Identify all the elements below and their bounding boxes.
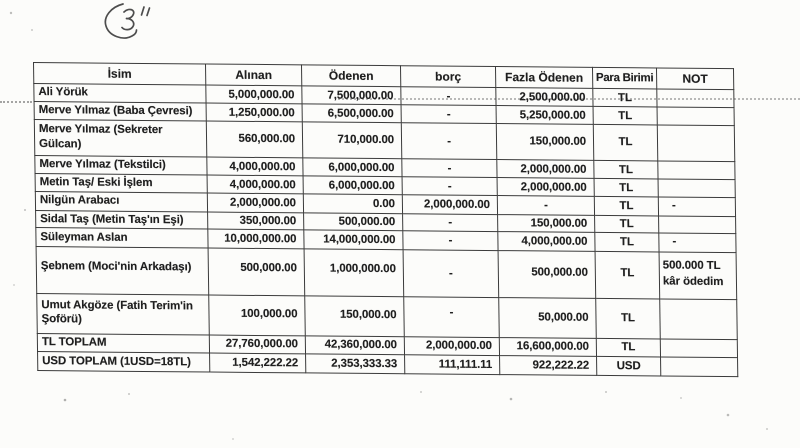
cell-not xyxy=(659,215,736,234)
cell-isim: Merve Yılmaz (Sekreter Gülcan) xyxy=(34,120,206,158)
cell-para_birimi: TL xyxy=(593,88,657,107)
digit-3-stroke xyxy=(122,9,134,29)
cell-para_birimi: TL xyxy=(596,338,660,357)
cell-alinan: 1,542,222.22 xyxy=(210,353,306,373)
cell-borc: - xyxy=(403,231,498,250)
cell-not xyxy=(658,161,735,180)
cell-para_birimi: TL xyxy=(593,124,658,161)
cell-not xyxy=(657,107,734,126)
cell-isim: USD TOPLAM (1USD=18TL) xyxy=(38,352,210,373)
cell-para_birimi: TL xyxy=(595,251,660,299)
column-header-alinan: Alınan xyxy=(206,64,302,86)
cell-not: - xyxy=(658,197,735,216)
cell-fazla_odenen: 4,000,000.00 xyxy=(498,232,595,251)
cell-isim: TL TOPLAM xyxy=(37,334,209,354)
cell-not xyxy=(657,89,734,108)
cell-not xyxy=(661,357,738,377)
cell-isim: Sidal Taş (Metin Taş'ın Eşi) xyxy=(36,210,208,229)
cell-borc: 2,000,000.00 xyxy=(404,337,499,356)
cell-borc: 2,000,000.00 xyxy=(402,195,497,214)
cell-isim: Merve Yılmaz (Tekstilci) xyxy=(35,156,207,176)
cell-isim: Merve Yılmaz (Baba Çevresi) xyxy=(34,102,206,122)
cell-para_birimi: TL xyxy=(595,233,659,252)
cell-odenen: 710,000.00 xyxy=(302,122,401,159)
cell-odenen: 6,000,000.00 xyxy=(303,158,402,177)
table-body xyxy=(34,84,738,377)
cell-alinan: 350,000.00 xyxy=(208,212,304,231)
handwritten-circled-3-mark xyxy=(98,0,160,44)
cell-alinan: 4,000,000.00 xyxy=(207,157,303,176)
cell-not xyxy=(658,179,735,198)
cell-borc: - xyxy=(403,250,499,298)
cell-odenen: 150,000.00 xyxy=(305,296,405,337)
cell-borc: - xyxy=(401,105,496,124)
cell-isim: Ali Yörük xyxy=(34,84,206,104)
cell-odenen: 7,500,000.00 xyxy=(302,86,401,105)
column-header-fazla_odenen: Fazla Ödenen xyxy=(495,67,592,89)
cell-fazla_odenen: 2,000,000.00 xyxy=(497,160,594,179)
scan-noise-specks xyxy=(0,0,2,2)
table-row xyxy=(37,294,738,340)
cell-fazla_odenen: 150,000.00 xyxy=(498,214,595,233)
cell-fazla_odenen: 50,000.00 xyxy=(499,298,597,339)
cell-alinan: 100,000.00 xyxy=(209,295,306,336)
cell-odenen: 6,000,000.00 xyxy=(303,176,402,195)
cell-odenen: 14,000,000.00 xyxy=(304,230,403,249)
cell-para_birimi: TL xyxy=(594,196,658,215)
cell-not xyxy=(660,299,738,340)
column-header-isim: İsim xyxy=(34,63,206,86)
cell-fazla_odenen: 150,000.00 xyxy=(496,124,593,161)
cell-alinan: 2,000,000.00 xyxy=(207,193,303,212)
cell-borc: - xyxy=(403,213,498,232)
tick-stroke xyxy=(142,7,145,15)
cell-borc: - xyxy=(402,177,497,196)
cell-isim: Şebnem (Moci'nin Arkadaşı) xyxy=(36,247,209,296)
table-row xyxy=(36,247,737,300)
cell-fazla_odenen: - xyxy=(497,196,594,215)
cell-alinan: 10,000,000.00 xyxy=(208,229,304,248)
column-header-borc: borç xyxy=(400,66,495,88)
cell-isim: Umut Akgöze (Fatih Terim'in Şoförü) xyxy=(37,294,210,336)
cell-borc: - xyxy=(404,297,500,338)
cell-borc: - xyxy=(402,159,497,178)
table-row xyxy=(34,120,734,162)
cell-not: 500.000 TL kâr ödedim xyxy=(659,252,737,300)
cell-alinan: 560,000.00 xyxy=(206,121,302,158)
cell-isim: Nilgün Arabacı xyxy=(35,192,207,212)
column-header-para_birimi: Para Birimi xyxy=(592,67,656,89)
cell-odenen: 6,500,000.00 xyxy=(302,104,401,123)
cell-not: - xyxy=(659,233,736,252)
cell-fazla_odenen: 922,222.22 xyxy=(500,356,597,376)
cell-fazla_odenen: 2,500,000.00 xyxy=(496,88,593,107)
cell-para_birimi: TL xyxy=(595,215,659,233)
column-header-not: NOT xyxy=(656,68,733,90)
cell-alinan: 4,000,000.00 xyxy=(207,175,303,194)
cell-odenen: 0.00 xyxy=(303,194,402,213)
cell-not xyxy=(660,339,737,358)
cell-borc: - xyxy=(401,123,496,160)
cell-isim: Metin Taş/ Eski İşlem xyxy=(35,174,207,194)
cell-para_birimi: TL xyxy=(594,160,658,179)
cell-odenen: 2,353,333.33 xyxy=(306,354,405,374)
cell-alinan: 1,250,000.00 xyxy=(206,103,302,122)
cell-borc: 111,111.11 xyxy=(405,355,500,375)
cell-odenen: 42,360,000.00 xyxy=(305,336,404,355)
cell-borc: - xyxy=(401,87,496,106)
cell-fazla_odenen: 500,000.00 xyxy=(498,251,596,299)
cell-para_birimi: USD xyxy=(597,356,661,376)
cell-para_birimi: TL xyxy=(596,298,661,339)
cell-not xyxy=(657,125,734,162)
cell-odenen: 1,000,000.00 xyxy=(304,249,404,297)
scan-artifact-dotted-line xyxy=(0,101,32,103)
cell-para_birimi: TL xyxy=(594,178,658,197)
tick-stroke xyxy=(147,8,150,16)
cell-odenen: 500,000.00 xyxy=(304,212,403,231)
column-header-odenen: Ödenen xyxy=(301,65,400,87)
cell-alinan: 27,760,000.00 xyxy=(209,335,305,354)
cell-fazla_odenen: 16,600,000.00 xyxy=(499,338,596,357)
cell-alinan: 500,000.00 xyxy=(208,248,305,296)
cell-fazla_odenen: 5,250,000.00 xyxy=(496,106,593,125)
payments-table xyxy=(33,62,738,377)
cell-alinan: 5,000,000.00 xyxy=(206,85,302,104)
cell-fazla_odenen: 2,000,000.00 xyxy=(497,178,594,197)
cell-isim: Süleyman Aslan xyxy=(36,228,208,248)
cell-para_birimi: TL xyxy=(593,106,657,125)
